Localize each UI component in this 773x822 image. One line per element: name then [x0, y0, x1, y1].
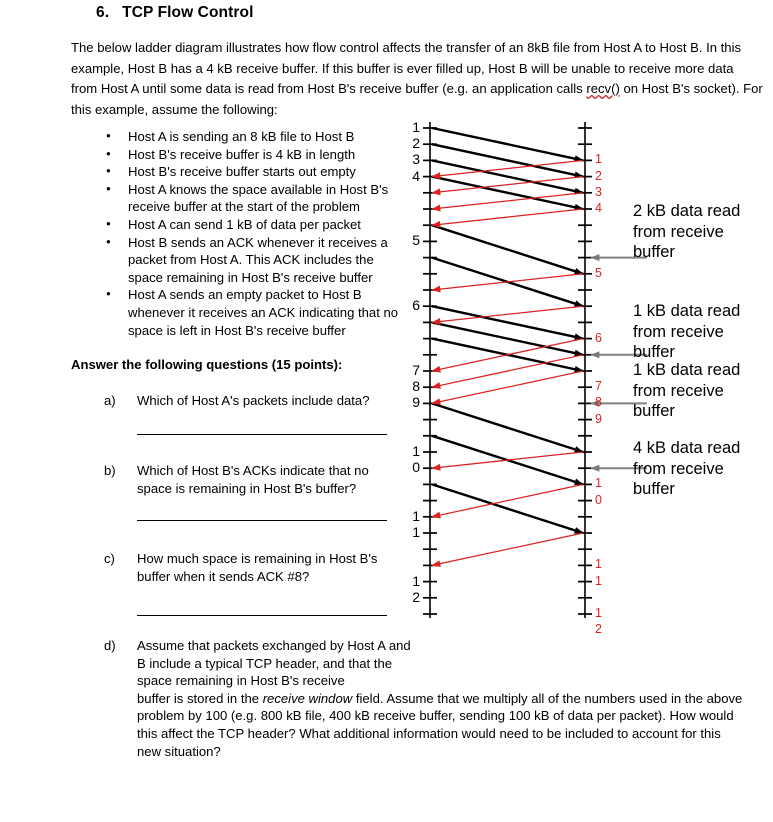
annotation-line2: from receive: [633, 222, 724, 241]
question-b-text: Which of Host B's ACKs indicate that no space is remaining in Host B's buffer?: [137, 463, 369, 496]
question-d-text-narrow: Assume that packets exchanged by Host A and B include a typical TCP header, and that the space remaining in Host B's receive: [137, 638, 411, 689]
list-item: [104, 234, 404, 287]
left-axis-label: 1: [412, 524, 420, 540]
question-c: [104, 550, 404, 585]
question-d-pre: buffer is stored in the: [137, 690, 263, 706]
question-d-text-wide: [137, 690, 747, 760]
right-axis-label: 1: [595, 557, 602, 572]
left-axis-label: 0: [412, 459, 420, 476]
question-a-text: Which of Host A's packets include data?: [137, 393, 370, 408]
left-axis-label: 2: [412, 588, 420, 605]
right-axis-label: 2: [595, 622, 602, 637]
list-item-label: Host B's receive buffer starts out empty: [128, 164, 356, 180]
answer-line-b: [137, 520, 387, 521]
right-axis-label: 4: [595, 201, 602, 215]
left-axis-label: 5: [412, 232, 420, 249]
list-item: [104, 181, 404, 216]
list-item-label: Host A sends an empty packet to Host B whenever it receives an ACK indicating that no space is left in Host B's receive buffer: [128, 287, 399, 338]
question-a: [104, 392, 404, 410]
question-b-label: b): [104, 463, 116, 478]
question-title: TCP Flow Control: [122, 4, 254, 21]
list-item: [104, 216, 404, 234]
list-item-label: Host A knows the space available in Host B's receive buffer at the start of the problem: [128, 181, 389, 215]
ack-packet-arrow: [432, 533, 583, 565]
right-axis-label: 1: [595, 152, 602, 167]
data-packet-arrow: [432, 403, 583, 452]
left-axis-label: 1: [412, 572, 420, 589]
ladder-axes: [423, 122, 592, 618]
question-number: 6.: [96, 4, 110, 21]
assumptions-list: [104, 128, 404, 339]
right-axis-label: 3: [595, 184, 602, 199]
intro-tail-text: on Host B's socket). For this example, assume the following:: [71, 81, 763, 117]
left-axis-label: 4: [412, 167, 420, 184]
data-packet-arrow: [432, 306, 583, 338]
right-axis-label: 0: [595, 492, 602, 507]
left-axis-label: 3: [412, 151, 420, 168]
ack-packet-arrow: [432, 177, 583, 193]
question-a-label: a): [104, 393, 116, 408]
left-axis-label: 8: [412, 378, 420, 395]
question-c-label: c): [104, 551, 115, 566]
ack-packet-arrow: [432, 306, 583, 322]
intro-paragraph: [71, 38, 763, 120]
list-item: [104, 286, 404, 339]
list-item: [104, 128, 404, 146]
left-axis-label: 2: [412, 135, 420, 152]
list-item-label: Host A can send 1 kB of data per packet: [128, 216, 361, 232]
annotation-line2: from receive: [633, 381, 724, 400]
annotation-1kb-second: [633, 360, 740, 422]
answer-line-a: [137, 434, 387, 435]
annotation-line3: buffer: [633, 343, 675, 361]
recv-call-text: recv(): [586, 81, 620, 97]
left-axis-label: 7: [412, 362, 420, 378]
annotation-4kb: [633, 438, 740, 500]
question-d-post: field. Assume that we multiply all of the numbers used in the above problem by 100 (e.g. 800 kB file, 400 kB receive buffer, sending 100 kB of data per packet). How would this affect the TCP header? What additional information would need to be included to account for this new situation?: [137, 690, 743, 759]
list-item-label: Host B's receive buffer is 4 kB in length: [128, 146, 356, 162]
left-axis-label: 6: [412, 297, 420, 314]
annotation-line3: buffer: [633, 243, 675, 261]
ack-packet-arrow: [432, 371, 583, 403]
left-axis-label: 1: [412, 507, 420, 524]
data-packet-arrow: [432, 225, 583, 274]
ack-packet-arrow: [432, 274, 583, 290]
annotation-line2: from receive: [633, 459, 724, 478]
data-packet-arrow: [432, 177, 583, 209]
data-packet-arrow: [432, 160, 583, 192]
annotation-1kb-first: [633, 301, 740, 363]
annotation-line1: 4 kB data read: [633, 439, 741, 457]
page-title: [96, 4, 253, 22]
right-axis-label: 1: [595, 573, 602, 588]
ack-packet-arrow: [432, 484, 583, 516]
right-axis-label: 8: [595, 395, 602, 410]
annotation-2kb: [633, 201, 740, 263]
ack-packet-arrow: [432, 160, 583, 176]
data-packet-arrow: [432, 484, 583, 533]
right-axis-label: 1: [595, 476, 602, 491]
ack-packet-arrow: [432, 209, 583, 225]
list-item: [104, 163, 404, 181]
data-packet-arrow: [432, 128, 583, 160]
annotation-line1: 1 kB data read: [633, 302, 741, 320]
ladder-packets: [432, 128, 583, 565]
question-d-label: d): [104, 638, 116, 653]
annotation-line3: buffer: [633, 480, 675, 498]
right-axis-label: 2: [595, 168, 602, 183]
data-packet-arrow: [432, 322, 583, 354]
left-axis-label: 1: [412, 443, 420, 459]
ack-packet-arrow: [432, 355, 583, 387]
list-item-label: Host B sends an ACK whenever it receives a packet from Host A. This ACK includes the space remaining in Host B's receive buffer: [128, 234, 388, 285]
question-b: [104, 462, 404, 497]
answer-line-c: [137, 615, 387, 616]
right-axis-label: 1: [595, 606, 602, 620]
left-axis-label: 9: [412, 394, 420, 411]
left-axis-label: 1: [412, 119, 420, 135]
answer-section-heading: Answer the following questions (15 points):: [71, 357, 343, 372]
intro-text: The below ladder diagram illustrates how flow control affects the transfer of an 8kB file from Host A to Host B. In this example, Host B has a 4 kB receive buffer. If this buffer is ever filled up, Host B will be unable to receive more data from Host A until some data is read from Host B's receive buffer (e.g. an application calls: [71, 40, 742, 97]
data-packet-arrow: [432, 144, 583, 176]
list-item-label: Host A is sending an 8 kB file to Host B: [128, 129, 355, 144]
ack-packet-arrow: [432, 452, 583, 468]
list-item: [104, 146, 404, 164]
annotation-line2: from receive: [633, 322, 724, 341]
annotation-line3: buffer: [633, 402, 675, 420]
ack-packet-arrow: [432, 193, 583, 209]
annotation-line1: 1 kB data read: [633, 361, 741, 379]
right-axis-label: 5: [595, 265, 602, 280]
right-axis-label: 9: [595, 411, 602, 426]
right-axis-label: 7: [595, 379, 602, 394]
question-c-text: How much space is remaining in Host B's buffer when it sends ACK #8?: [137, 551, 378, 584]
annotation-line1: 2 kB data read: [633, 202, 741, 220]
receive-window-term: receive window: [262, 690, 353, 706]
right-axis-label: 6: [595, 330, 602, 345]
